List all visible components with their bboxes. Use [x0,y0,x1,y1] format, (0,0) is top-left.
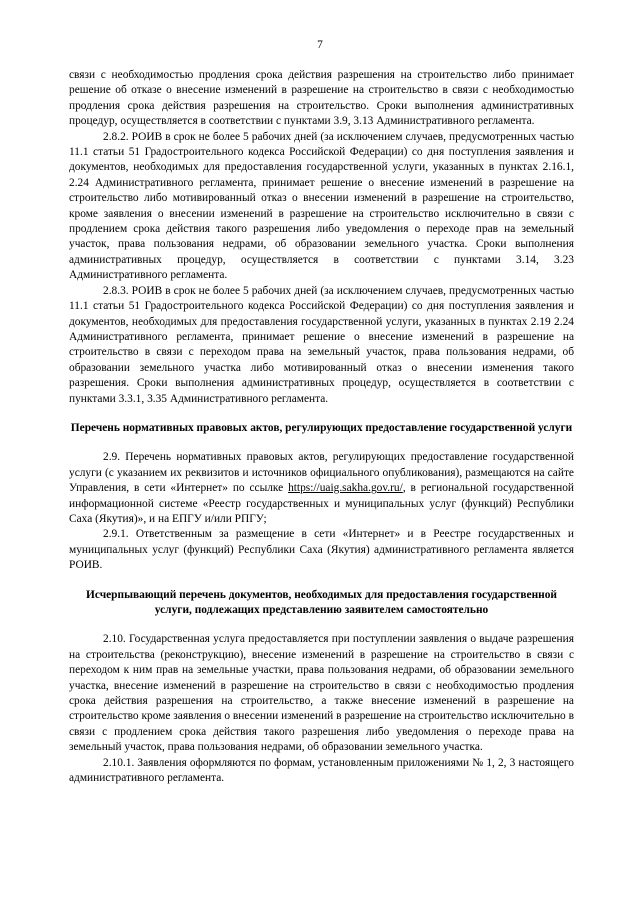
paragraph-2-10-1: 2.10.1. Заявления оформляются по формам, установленным приложениями № 1, 2, 3 настоящего административного регламента. [69,756,574,785]
paragraph-2-9-text-end: , в региональной государственной информационной системе «Реестр государственных и муниципальных услуг (функций) Республики Саха (Якутия)», и на ЕПГУ и/или РПГУ; [69,482,574,525]
paragraph-2-10: 2.10. Государственная услуга предоставляется при поступлении заявления о выдаче разрешения на строительства (реконструкцию), внесение изменений в разрешение на строительство в связи с переходом к ним прав на земельные участки, права пользования недрами, об образовании земельного участка, внесение изменений в разрешение на строительство в связи с необходимостью продления срока действия разрешения на строительство, а также внесение изменений в разрешение на строительство кроме заявления о внесении изменений в разрешение на строительство исключительно в связи с продлением срока действия такого разрешения либо уведомления о переходе права на земельный участок, права пользования недрами, об образовании земельного участка. [69,633,574,754]
paragraph: связи с необходимостью продления срока действия разрешения на строительство либо принимает решение об отказе о внесение изменений в разрешение на строительство в связи с необходимостью продления срока действия разрешения на строительство. Сроки выполнения административных процедур, осуществляется в соответствии с пунктами 3.9, 3.13 Административного регламента. [69,69,574,128]
section-heading-legal-acts: Перечень нормативных правовых актов, регулирующих предоставление государственной услуги [70,421,573,434]
section-heading-required-documents: Исчерпывающий перечень документов, необходимых для предоставления государственной услуги, подлежащих представлению заявителем самостоятельно [86,588,557,616]
website-link[interactable]: https://uaig.sakha.gov.ru/ [288,482,403,495]
paragraph-2-9-text-start: 2.9. Перечень нормативных правовых актов, регулирующих предоставление государственной услуги (с указанием их реквизитов и источников официального опубликования), размещаются на сайте Управления, в сети «Интернет» по ссылке [69,451,574,495]
paragraph-2-9-1: 2.9.1. Ответственным за размещение в сети «Интернет» и в Реестре государственных и муниципальных услуг (функций) Республики Саха (Якутия) административного регламента является РОИВ. [69,528,574,572]
paragraph-2-8-2: 2.8.2. РОИВ в срок не более 5 рабочих дней (за исключением случаев, предусмотренных частью 11.1 статьи 51 Градостроительного кодекса Российской Федерации) со дня поступления заявления и документов, необходимых для предоставления государственной услуги, указанных в пунктах 2.16.1, 2.24 Административного регламента, принимает решение о внесение изменений в разрешение на строительство либо мотивированный отказ о внесении изменений в разрешение на строительство, кроме заявления о внесении изменений в разрешение на строительство исключительно в связи с продлением срока действия такого разрешения либо уведомления о переходе прав на земельный участок, права пользования недрами, об образовании земельного участка. Сроки выполнения административных процедур, осуществляется в соответствии с пунктами 3.14, 3.23 Административного регламента. [69,130,574,282]
paragraph-2-9 [69,450,574,527]
page-number: 7 [317,39,323,51]
document-body [69,68,574,786]
paragraph-2-8-3: 2.8.3. РОИВ в срок не более 5 рабочих дней (за исключением случаев, предусмотренных частью 11.1 статьи 51 Градостроительного кодекса Российской Федерации) со дня поступления заявления и документов, необходимых для предоставления государственной услуги, указанных в пунктах 2.19 2.24 Административного регламента, принимает решение о внесение изменений в разрешение на строительство в связи с переходом права на земельный участок, права пользования недрами, об образовании земельного участка либо мотивированный отказ о внесении изменения такого разрешения. Сроки выполнения административных процедур, осуществляется в соответствии с пунктами 3.3.1, 3.35 Административного регламента. [69,284,574,405]
